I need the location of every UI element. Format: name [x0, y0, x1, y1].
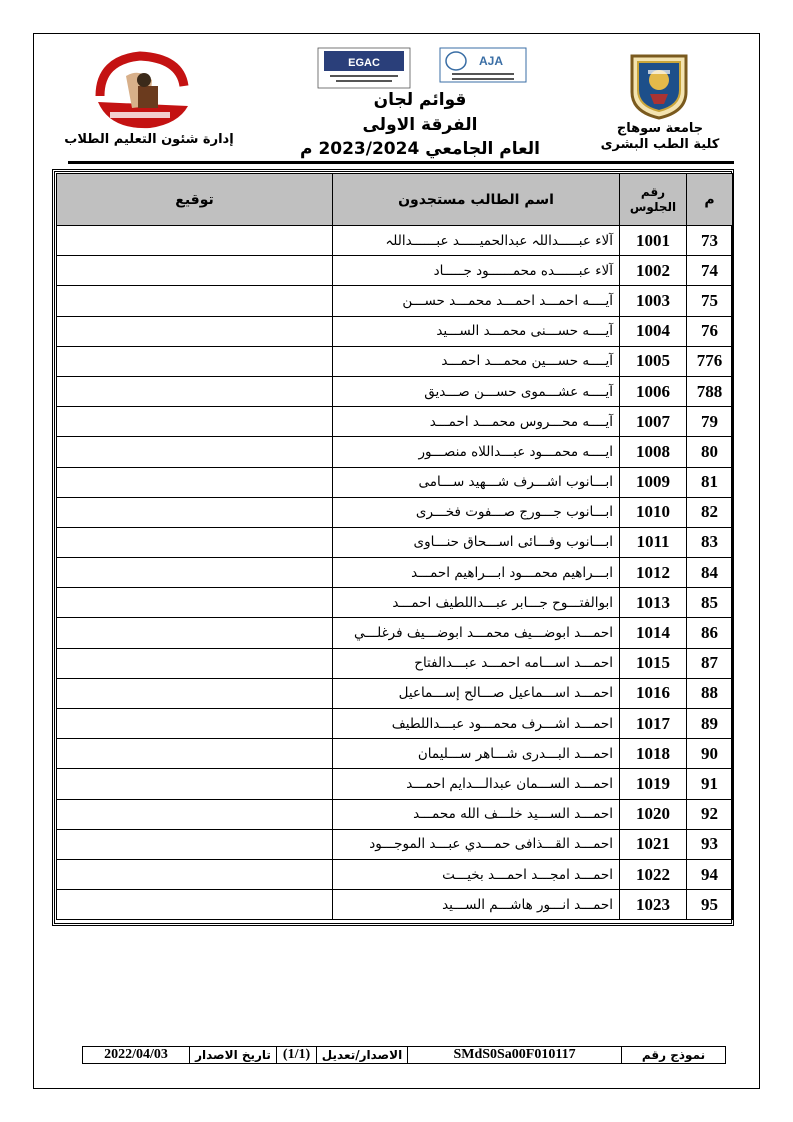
signature-cell — [57, 376, 333, 406]
seat-number-cell: 1014 — [620, 618, 687, 648]
certification-logos — [316, 47, 528, 89]
student-name-cell: احمـــد القـــذافى حمـــدي عبـــد الموجـــود — [333, 829, 620, 859]
table-row — [57, 648, 733, 678]
seat-number-cell: 1004 — [620, 316, 687, 346]
issue-date-label: تاريخ الاصدار — [189, 1047, 276, 1063]
table-row — [57, 799, 733, 829]
signature-cell — [57, 648, 333, 678]
table-row — [57, 286, 733, 316]
student-name-cell: احمـــد اســـامه احمـــد عبـــدالفتاح — [333, 648, 620, 678]
signature-cell — [57, 467, 333, 497]
student-name-cell: ايــــه محمـــود عبـــداللاه منصـــور — [333, 437, 620, 467]
signature-cell — [57, 588, 333, 618]
signature-cell — [57, 799, 333, 829]
seat-number-cell: 1002 — [620, 256, 687, 286]
signature-cell — [57, 346, 333, 376]
serial-cell: 92 — [687, 799, 733, 829]
student-name-cell: احمـــد انـــور هاشـــم الســـيد — [333, 890, 620, 920]
signature-cell — [57, 890, 333, 920]
student-name-cell: ابـــانوب وفـــائى اســـحاق حنـــاوى — [333, 527, 620, 557]
serial-cell: 88 — [687, 678, 733, 708]
seat-number-cell: 1020 — [620, 799, 687, 829]
serial-cell: 89 — [687, 709, 733, 739]
serial-cell: 75 — [687, 286, 733, 316]
signature-cell — [57, 527, 333, 557]
document-footer — [82, 1046, 726, 1064]
student-name-cell: ابـــراهيم محمـــود ابـــراهيم احمـــد — [333, 558, 620, 588]
signature-cell — [57, 558, 333, 588]
student-name-cell: احمـــد امجـــد احمـــد بخيـــت — [333, 859, 620, 889]
seat-number-cell: 1016 — [620, 678, 687, 708]
serial-cell: 76 — [687, 316, 733, 346]
table-row — [57, 316, 733, 346]
table-header-row — [57, 174, 733, 226]
seat-number-cell: 1011 — [620, 527, 687, 557]
university-logo — [626, 50, 692, 120]
table-row — [57, 558, 733, 588]
faculty-name: كلية الطب البشرى — [600, 137, 720, 152]
serial-cell: 80 — [687, 437, 733, 467]
student-name-cell: آيــــه حســـنى محمـــد الســـيد — [333, 316, 620, 346]
signature-cell — [57, 407, 333, 437]
header-student-name: اسم الطالب مستجدون — [333, 174, 620, 226]
table-row — [57, 678, 733, 708]
signature-cell — [57, 769, 333, 799]
cert-right-text: AJA — [478, 54, 504, 68]
table-row — [57, 829, 733, 859]
seat-number-cell: 1003 — [620, 286, 687, 316]
serial-cell: 83 — [687, 527, 733, 557]
table-row — [57, 859, 733, 889]
page-subtitle-year: العام الجامعي 2023/2024 م — [300, 139, 540, 159]
seat-number-cell: 1005 — [620, 346, 687, 376]
serial-cell: 74 — [687, 256, 733, 286]
serial-cell: 90 — [687, 739, 733, 769]
table-row — [57, 769, 733, 799]
page-title: قوائم لجان — [373, 90, 467, 110]
header-serial: م — [687, 174, 733, 226]
department-name: إدارة شئون التعليم الطلاب — [64, 132, 234, 147]
student-name-cell: احمـــد اســـماعيل صـــالح إســـماعيل — [333, 678, 620, 708]
student-name-cell: آلاء عبــــــده محمــــــود جـــــاد — [333, 256, 620, 286]
seat-number-cell: 1018 — [620, 739, 687, 769]
seat-number-cell: 1015 — [620, 648, 687, 678]
seat-number-cell: 1023 — [620, 890, 687, 920]
serial-cell: 94 — [687, 859, 733, 889]
table-row — [57, 890, 733, 920]
table-row — [57, 346, 733, 376]
serial-cell: 776 — [687, 346, 733, 376]
form-number-label: نموذج رقم — [621, 1047, 725, 1063]
table-row — [57, 226, 733, 256]
serial-cell: 93 — [687, 829, 733, 859]
table-row — [57, 527, 733, 557]
signature-cell — [57, 829, 333, 859]
serial-cell: 79 — [687, 407, 733, 437]
student-name-cell: آيــــه حســـين محمـــد احمـــد — [333, 346, 620, 376]
table-row — [57, 588, 733, 618]
signature-cell — [57, 709, 333, 739]
table-row — [57, 739, 733, 769]
student-name-cell: احمـــد الســـمان عبدالـــدايم احمـــد — [333, 769, 620, 799]
serial-cell: 95 — [687, 890, 733, 920]
seat-number-cell: 1007 — [620, 407, 687, 437]
table-row — [57, 709, 733, 739]
signature-cell — [57, 678, 333, 708]
signature-cell — [57, 256, 333, 286]
student-name-cell: احمـــد الســـيد خلـــف الله محمـــد — [333, 799, 620, 829]
header-signature: توقيع — [57, 174, 333, 226]
signature-cell — [57, 618, 333, 648]
table-row — [57, 407, 733, 437]
signature-cell — [57, 226, 333, 256]
student-name-cell: آيــــه عشـــموى حســـن صـــديق — [333, 376, 620, 406]
page-subtitle-level: الفرقة الاولى — [362, 115, 478, 135]
signature-cell — [57, 286, 333, 316]
signature-cell — [57, 437, 333, 467]
student-name-cell: احمـــد البـــدرى شـــاهر ســـليمان — [333, 739, 620, 769]
seat-number-cell: 1017 — [620, 709, 687, 739]
table-row — [57, 467, 733, 497]
serial-cell: 82 — [687, 497, 733, 527]
table-row — [57, 437, 733, 467]
student-affairs-logo — [80, 46, 200, 138]
student-name-cell: احمـــد ابوضـــيف محمـــد ابوضـــيف فرغلـــي — [333, 618, 620, 648]
issue-date-value: 2022/04/03 — [104, 1047, 168, 1062]
students-table-frame — [52, 169, 734, 926]
form-number-value: SMdS0Sa00F010117 — [407, 1047, 621, 1063]
serial-cell: 86 — [687, 618, 733, 648]
header-seat-number: رقم الجلوس — [620, 174, 687, 226]
cert-left-text: EGAC — [348, 57, 380, 69]
student-name-cell: ابـــانوب جـــورج صـــفوت فخـــرى — [333, 497, 620, 527]
serial-cell: 788 — [687, 376, 733, 406]
serial-cell: 84 — [687, 558, 733, 588]
issue-value: (1/1) — [276, 1047, 316, 1063]
student-name-cell: آيــــه احمـــد احمـــد محمـــد حســـن — [333, 286, 620, 316]
seat-number-cell: 1021 — [620, 829, 687, 859]
student-name-cell: ابـــانوب اشـــرف شـــهيد ســـامى — [333, 467, 620, 497]
student-name-cell: احمـــد اشـــرف محمـــود عبـــداللطيف — [333, 709, 620, 739]
seat-number-cell: 1022 — [620, 859, 687, 889]
serial-cell: 91 — [687, 769, 733, 799]
student-name-cell: آلاء عبـــــداللہ عبدالحميـــــد عبــــــداللہ — [333, 226, 620, 256]
serial-cell: 85 — [687, 588, 733, 618]
seat-number-cell: 1013 — [620, 588, 687, 618]
student-name-cell: ابوالفتـــوح جـــابر عبـــداللطيف احمـــد — [333, 588, 620, 618]
serial-cell: 73 — [687, 226, 733, 256]
students-table — [56, 173, 733, 920]
table-row — [57, 376, 733, 406]
seat-number-cell: 1001 — [620, 226, 687, 256]
signature-cell — [57, 316, 333, 346]
table-row — [57, 618, 733, 648]
table-row — [57, 497, 733, 527]
seat-number-cell: 1010 — [620, 497, 687, 527]
seat-number-cell: 1006 — [620, 376, 687, 406]
university-name: جامعة سوهاج — [616, 121, 704, 136]
signature-cell — [57, 739, 333, 769]
seat-number-cell: 1019 — [620, 769, 687, 799]
signature-cell — [57, 497, 333, 527]
seat-number-cell: 1009 — [620, 467, 687, 497]
serial-cell: 87 — [687, 648, 733, 678]
seat-number-cell: 1012 — [620, 558, 687, 588]
issue-label: الاصدار/تعديل — [316, 1047, 407, 1063]
signature-cell — [57, 859, 333, 889]
table-row — [57, 256, 733, 286]
student-name-cell: آيــــه محـــروس محمـــد احمـــد — [333, 407, 620, 437]
serial-cell: 81 — [687, 467, 733, 497]
header-separator — [68, 161, 734, 164]
seat-number-cell: 1008 — [620, 437, 687, 467]
